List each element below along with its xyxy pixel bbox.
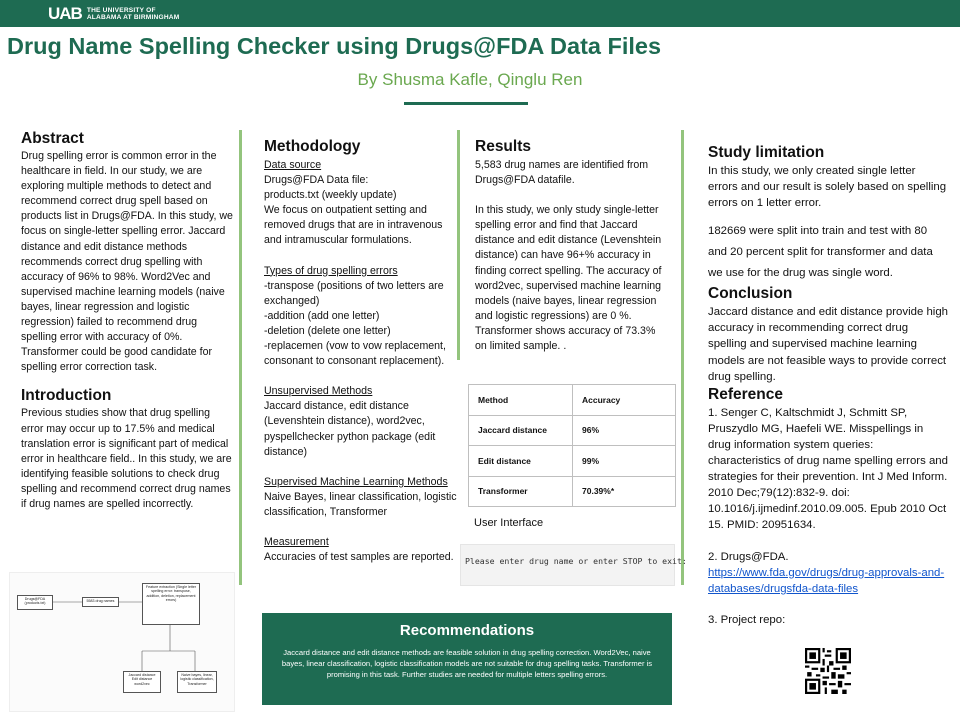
table-header-method: Method xyxy=(469,385,573,416)
abstract-text: Drug spelling error is common error in the healthcare in field. In our study, we are exploring multiple methods to detect and recommend correct drug spell based on products list in Drugs@FDA. In this study, we focus on single-letter spelling error. Jaccard distance and edit distance methods recommends correct drug spelling with accuracy of 96% to 98%. Word2Vec and supervised machine learning models (naive bayes, linear regression and logistic regression) failed to recommend drug spelling error with accuracy of 0%. Transformer could be good candidate for spelling error correction task. xyxy=(21,150,233,374)
introduction-text: Previous studies show that drug spelling error may occur up to 17.5% and medical translation error is significant part of medical error in healthcare field.. In this study, we are identifying feasible solutions to check drug spelling and recommend correct drug names if drug names are spelled incorrectly. xyxy=(21,407,232,510)
results-heading: Results xyxy=(475,138,531,155)
error-type-item: -deletion (delete one letter) xyxy=(264,324,391,337)
abstract-heading: Abstract xyxy=(21,130,84,147)
methods-flowchart xyxy=(9,572,235,712)
reference-2: 2. Drugs@FDA. xyxy=(708,550,789,563)
table-row xyxy=(469,415,676,446)
table-header-row xyxy=(469,385,676,416)
results-column xyxy=(475,137,670,354)
data-source-line: We focus on outpatient setting and removed drugs that are in intravenous and intramuscular formulations. xyxy=(264,204,443,247)
flow-box-features: Feature extraction (Single letter spelling error: transpose, addition, deletion, replacement errors) xyxy=(142,583,200,625)
flow-box-unsupervised: Jaccard distance Edit distance word2vec xyxy=(123,671,161,693)
column-divider-1 xyxy=(239,130,242,585)
uab-logo-text xyxy=(87,7,180,21)
table-cell-accuracy: 70.39%* xyxy=(573,476,676,507)
limitation-paragraph-2: 182669 were split into train and test with 80 and 20 percent split for transformer and data we use for the drug was single word. xyxy=(708,225,933,280)
table-cell-method: Jaccard distance xyxy=(469,415,573,446)
university-banner xyxy=(0,0,960,27)
table-header-accuracy: Accuracy xyxy=(573,385,676,416)
data-source-line: Drugs@FDA Data file: xyxy=(264,174,369,187)
user-interface-screenshot xyxy=(460,544,687,586)
flow-box-names: 5583 drug names xyxy=(82,597,119,607)
conclusion-heading: Conclusion xyxy=(708,285,793,303)
supervised-text: Naive Bayes, linear classification, logistic classification, Transformer xyxy=(264,490,457,518)
methodology-column xyxy=(264,137,458,565)
uab-logo xyxy=(48,6,179,22)
uab-logo-mark: UAB xyxy=(48,4,82,23)
supervised-label: Supervised Machine Learning Methods xyxy=(264,475,448,488)
poster-title: Drug Name Spelling Checker using Drugs@FDA Data Files xyxy=(7,33,662,59)
flow-box-source: Drugs@FDA (products.txt) xyxy=(17,595,53,610)
table-row xyxy=(469,476,676,507)
limitation-paragraph-1: In this study, we only created single letter errors and our result is solely based on spelling errors on 1 letter error. xyxy=(708,165,947,210)
table-cell-accuracy: 99% xyxy=(573,446,676,477)
unsupervised-text: Jaccard distance, edit distance (Levenshtein distance), word2vec, pyspellchecker python package (edit distance) xyxy=(264,400,436,458)
recommendations-text: Jaccard distance and edit distance methods are feasible solution in drug spelling correction. Word2Vec, naive bayes, linear classification, logistic classification models are not suitable for drug spelling tasks. Transformer is promising in this task. Further studies are needed for multiple letters spelling errors. xyxy=(281,648,653,679)
reference-heading: Reference xyxy=(708,385,783,403)
column-divider-3 xyxy=(681,130,684,585)
data-source-label: Data source xyxy=(264,159,322,171)
logo-line-1: THE UNIVERSITY OF xyxy=(86,7,156,14)
unsupervised-label: Unsupervised Methods xyxy=(264,385,373,398)
table-cell-method: Transformer xyxy=(469,476,573,507)
data-source-line: products.txt (weekly update) xyxy=(264,189,397,202)
error-types-label: Types of drug spelling errors xyxy=(264,264,398,277)
user-interface-label: User Interface xyxy=(474,517,544,529)
results-paragraph-2: In this study, we only study single-letter spelling error and find that Jaccard distance and edit distance (Levenshtein distance) can have 96+% accuracy in finding correct spelling. The accuracy of word2vec, supervised machine learning models (naive bayes, linear regression and logistic regressions) are 0 %. Transformer shows accuracy of 73.3% on limited sample. . xyxy=(475,204,662,353)
recommendations-box xyxy=(262,613,672,705)
logo-line-2: ALABAMA AT BIRMINGHAM xyxy=(86,14,180,21)
measurement-text: Accuracies of test samples are reported. xyxy=(264,551,454,564)
introduction-heading: Introduction xyxy=(21,387,112,405)
project-repo-qr-code[interactable] xyxy=(805,648,851,694)
conclusion-text: Jaccard distance and edit distance provide high accuracy in recommending correct drug spelling and supervised machine learning models are not feasible ways to provide correct drug spelling. xyxy=(708,306,948,383)
limitation-heading: Study limitation xyxy=(708,144,825,161)
abstract-column xyxy=(21,129,233,512)
drugsfda-link[interactable]: https://www.fda.gov/drugs/drug-approvals-and-databases/drugsfda-data-files xyxy=(708,566,945,595)
console-prompt: Please enter drug name or enter STOP to exit: xyxy=(465,556,687,566)
methodology-heading: Methodology xyxy=(264,138,361,155)
table-cell-accuracy: 96% xyxy=(573,415,676,446)
reference-3: 3. Project repo: xyxy=(708,613,786,626)
measurement-label: Measurement xyxy=(264,535,329,548)
title-underline xyxy=(404,102,528,105)
table-row xyxy=(469,446,676,477)
recommendations-heading: Recommendations xyxy=(399,622,535,639)
flow-box-supervised: Naive bayes, linear, logistic classification, Transformer xyxy=(177,671,217,693)
limitation-column xyxy=(708,143,948,628)
authors-text: By Shusma Kafle, Qinglu Ren xyxy=(357,70,583,89)
error-type-item: -transpose (positions of two letters are exchanged) xyxy=(264,279,444,307)
reference-1: 1. Senger C, Kaltschmidt J, Schmitt SP, Pruszydlo MG, Haefeli WE. Misspellings in drug information system queries: characteristics of drug name spelling errors and strategies for their prevention. Int J Med Inform. 2010 Dec;79(12):832-9. doi: 10.1016/j.ijmedinf.2010.09.005. Epub 2010 Oct 15. PMID: 20951634. xyxy=(708,406,948,532)
accuracy-table xyxy=(468,384,676,507)
table-cell-method: Edit distance xyxy=(469,446,573,477)
poster-authors xyxy=(0,70,940,90)
error-type-item: -replacemen (vow to vow replacement, consonant to consonant replacement). xyxy=(264,340,446,368)
error-type-item: -addition (add one letter) xyxy=(264,309,380,322)
results-paragraph-1: 5,583 drug names are identified from Drugs@FDA datafile. xyxy=(475,159,649,187)
